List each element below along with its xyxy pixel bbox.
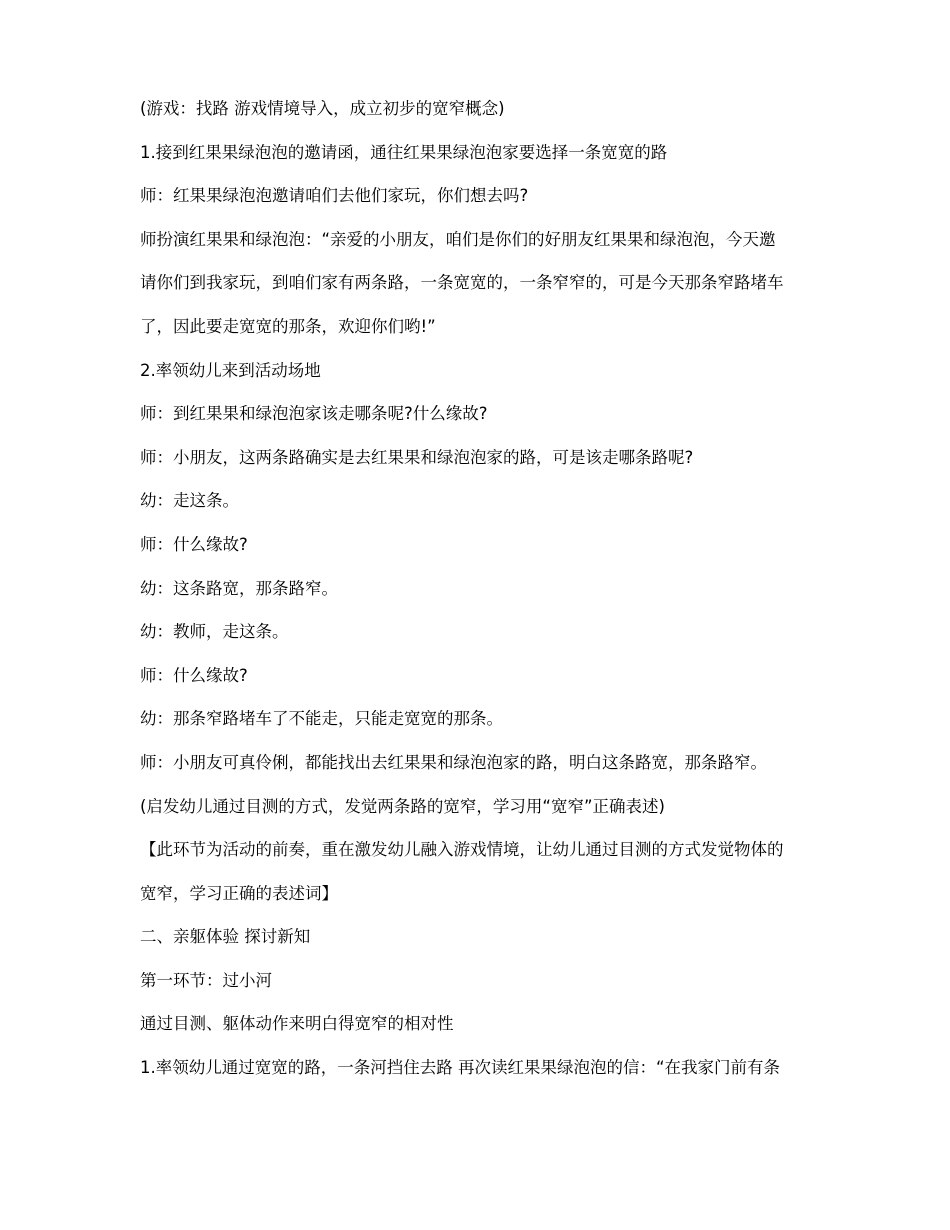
text-line-6: 了，因此要走宽宽的那条，欢迎你们哟!” (140, 316, 436, 336)
text-line-8: 师：到红果果和绿泡泡家该走哪条呢?什么缘故? (140, 404, 488, 424)
text-line-23: 1.率领幼儿通过宽宽的路，一条河挡住去路 再次读红果果绿泡泡的信：“在我家门前有条 (140, 1058, 781, 1078)
text-line-14: 师：什么缘故? (140, 665, 248, 685)
text-line-1: (游戏：找路 游戏情境导入，成立初步的宽窄概念) (140, 99, 505, 118)
text-line-3: 师：红果果绿泡泡邀请咱们去他们家玩，你们想去吗? (140, 186, 529, 206)
text-line-11: 师：什么缘故? (140, 534, 248, 554)
text-line-2: 1.接到红果果绿泡泡的邀请函，通往红果果绿泡泡家要选择一条宽宽的路 (140, 142, 668, 162)
text-line-15: 幼：那条窄路堵车了不能走，只能走宽宽的那条。 (140, 709, 503, 729)
text-line-13: 幼：教师，走这条。 (140, 622, 289, 642)
section-heading: 二、亲躯体验 探讨新知 (140, 927, 311, 947)
subsection-heading: 第一环节：过小河 (140, 970, 272, 990)
text-line-22: 通过目测、躯体动作来明白得宽窄的相对性 (140, 1014, 454, 1034)
text-line-4: 师扮演红果果和绿泡泡：“亲爱的小朋友，咱们是你们的好朋友红果果和绿泡泡，今天邀 (140, 229, 776, 249)
document-body (140, 92, 820, 1095)
text-line-12: 幼：这条路宽，那条路窄。 (140, 578, 338, 598)
text-line-16: 师：小朋友可真伶俐，都能找出去红果果和绿泡泡家的路，明白这条路宽，那条路窄。 (140, 752, 767, 772)
text-line-5: 请你们到我家玩，到咱们家有两条路，一条宽宽的，一条窄窄的，可是今天那条窄路堵车 (140, 273, 784, 293)
text-line-17: (启发幼儿通过目测的方式，发觉两条路的宽窄，学习用“宽窄”正确表述) (140, 796, 665, 816)
text-line-19: 宽窄，学习正确的表述词】 (140, 883, 338, 903)
text-line-7: 2.率领幼儿来到活动场地 (140, 360, 321, 380)
text-line-10: 幼：走这条。 (140, 491, 239, 511)
text-line-9: 师：小朋友，这两条路确实是去红果果和绿泡泡家的路，可是该走哪条路呢? (140, 447, 694, 467)
text-line-18: 【此环节为活动的前奏，重在激发幼儿融入游戏情境，让幼儿通过目测的方式发觉物体的 (140, 840, 784, 860)
